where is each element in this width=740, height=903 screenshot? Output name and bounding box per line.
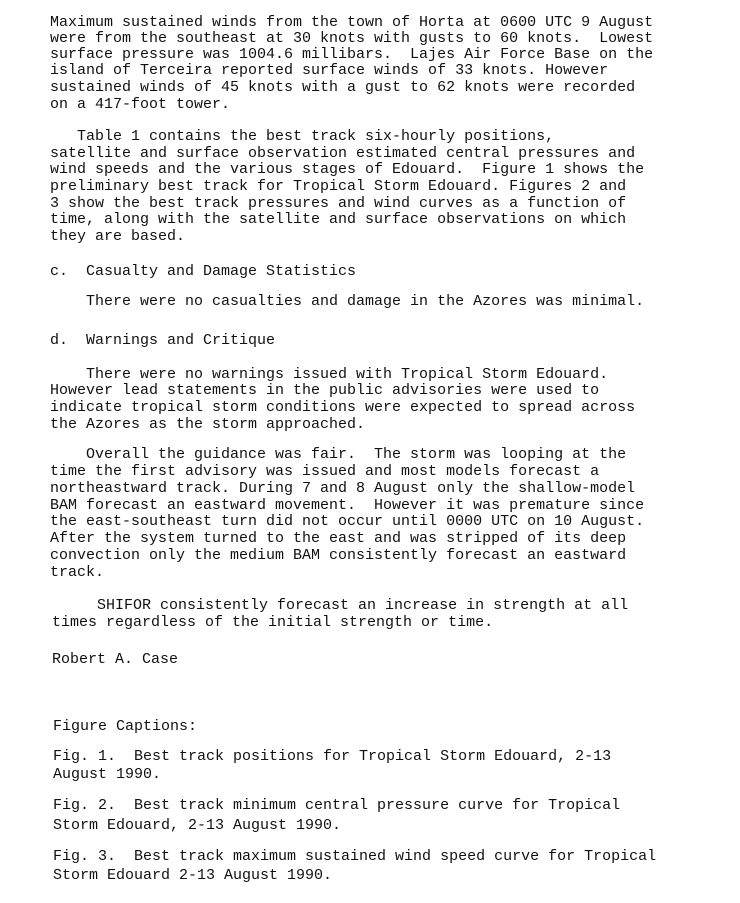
text-line: indicate tropical storm conditions were expected to spread across bbox=[50, 399, 636, 416]
text-line: Fig. 1. Best track positions for Tropical Storm Edouard, 2-13 bbox=[53, 748, 612, 765]
text-line: time, along with the satellite and surface observations on which bbox=[50, 211, 627, 228]
text-line: they are based. bbox=[50, 228, 186, 245]
figure-captions-heading: Figure Captions: bbox=[53, 718, 198, 735]
text-line: 3 show the best track pressures and wind curves as a function of bbox=[50, 195, 627, 212]
text-line: northeastward track. During 7 and 8 August only the shallow-model bbox=[50, 480, 636, 497]
text-line: Maximum sustained winds from the town of Horta at 0600 UTC 9 August bbox=[50, 14, 654, 31]
section-heading-c: c. Casualty and Damage Statistics bbox=[50, 263, 357, 280]
text-line: the east-southeast turn did not occur until 0000 UTC on 10 August. bbox=[50, 513, 645, 530]
author-name: Robert A. Case bbox=[52, 651, 179, 668]
text-line: satellite and surface observation estimated central pressures and bbox=[50, 145, 636, 162]
text-line: BAM forecast an eastward movement. However it was premature since bbox=[50, 497, 645, 514]
text-line: Overall the guidance was fair. The storm was looping at the bbox=[50, 446, 627, 463]
section-heading-d: d. Warnings and Critique bbox=[50, 332, 276, 349]
text-line: sustained winds of 45 knots with a gust to 62 knots were recorded bbox=[50, 79, 636, 96]
text-line: Table 1 contains the best track six-hourly positions, bbox=[50, 128, 555, 145]
text-line: Fig. 2. Best track minimum central pressure curve for Tropical bbox=[53, 797, 621, 814]
text-line: August 1990. bbox=[53, 766, 162, 783]
text-line: times regardless of the initial strength or time. bbox=[52, 614, 494, 631]
paragraph-casualties: There were no casualties and damage in the Azores was minimal. bbox=[50, 293, 645, 310]
text-line: preliminary best track for Tropical Storm Edouard. Figures 2 and bbox=[50, 178, 627, 195]
text-line: Fig. 3. Best track maximum sustained wind speed curve for Tropical bbox=[53, 848, 657, 865]
text-line: Storm Edouard, 2-13 August 1990. bbox=[53, 817, 342, 834]
text-line: SHIFOR consistently forecast an increase in strength at all bbox=[52, 597, 629, 614]
text-line: were from the southeast at 30 knots with gusts to 60 knots. Lowest bbox=[50, 30, 654, 47]
text-line: on a 417-foot tower. bbox=[50, 96, 231, 113]
text-line: However lead statements in the public advisories were used to bbox=[50, 382, 600, 399]
text-line: surface pressure was 1004.6 millibars. Lajes Air Force Base on the bbox=[50, 46, 654, 63]
text-line: Storm Edouard 2-13 August 1990. bbox=[53, 867, 333, 884]
text-line: There were no warnings issued with Tropical Storm Edouard. bbox=[50, 366, 609, 383]
text-line: wind speeds and the various stages of Edouard. Figure 1 shows the bbox=[50, 161, 645, 178]
text-line: time the first advisory was issued and most models forecast a bbox=[50, 463, 600, 480]
text-line: After the system turned to the east and was stripped of its deep bbox=[50, 530, 627, 547]
text-line: the Azores as the storm approached. bbox=[50, 416, 366, 433]
text-line: track. bbox=[50, 564, 105, 581]
text-line: convection only the medium BAM consistently forecast an eastward bbox=[50, 547, 627, 564]
text-line: island of Terceira reported surface winds of 33 knots. However bbox=[50, 62, 609, 79]
